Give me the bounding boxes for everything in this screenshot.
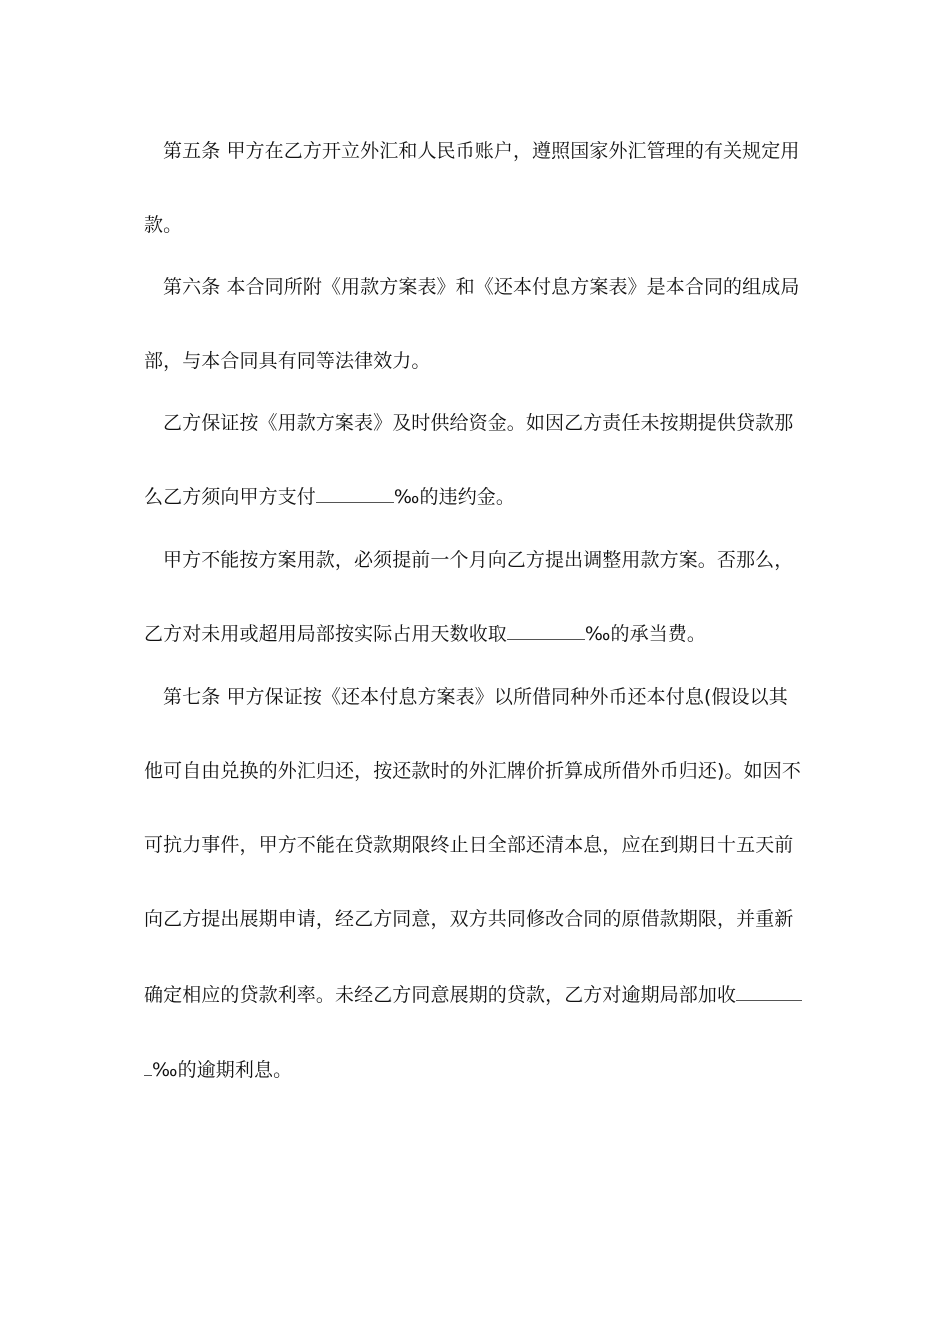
article-7-line-6 [144, 1057, 814, 1083]
loan-supply-line-1: 乙方保证按《用款方案表》及时供给资金。如因乙方责任未按期提供贷款那 [163, 412, 794, 434]
penalty-rate-blank[interactable] [316, 484, 394, 503]
commitment-fee-blank[interactable] [507, 621, 585, 640]
article-5-line-1: 第五条 甲方在乙方开立外汇和人民币账户，遵照国家外汇管理的有关规定用 [163, 140, 800, 162]
overdue-rate-blank[interactable] [736, 982, 802, 1001]
loan-supply-line-2 [144, 484, 814, 510]
overdue-rate-blank-continued[interactable] [144, 1057, 152, 1076]
article-7-line-1: 第七条 甲方保证按《还本付息方案表》以所借同种外币还本付息(假设以其 [163, 686, 788, 708]
overdue-text-before: 确定相应的贷款利率。未经乙方同意展期的贷款，乙方对逾期局部加收 [144, 984, 737, 1006]
usage-adjust-line-2 [144, 621, 814, 647]
article-6-line-2: 部，与本合同具有同等法律效力。 [144, 350, 431, 372]
overdue-text-after: ‰的逾期利息。 [152, 1059, 293, 1081]
article-6-line-1: 第六条 本合同所附《用款方案表》和《还本付息方案表》是本合同的组成局 [163, 276, 800, 298]
article-7-line-5 [144, 982, 814, 1008]
usage-adjust-line-1: 甲方不能按方案用款，必须提前一个月向乙方提出调整用款方案。否那么， [163, 549, 794, 571]
penalty-text-after: ‰的违约金。 [393, 486, 516, 508]
article-7-line-2: 他可自由兑换的外汇归还，按还款时的外汇牌价折算成所借外币归还)。如因不 [144, 760, 801, 782]
commitment-text-before: 乙方对未用或超用局部按实际占用天数收取 [144, 623, 507, 645]
article-7-line-3: 可抗力事件，甲方不能在贷款期限终止日全部还清本息，应在到期日十五天前 [144, 834, 794, 856]
article-5-line-2: 款。 [144, 214, 183, 236]
penalty-text-before: 么乙方须向甲方支付 [144, 486, 316, 508]
commitment-text-after: ‰的承当费。 [584, 623, 707, 645]
article-7-line-4: 向乙方提出展期申请，经乙方同意，双方共同修改合同的原借款期限，并重新 [144, 908, 794, 930]
